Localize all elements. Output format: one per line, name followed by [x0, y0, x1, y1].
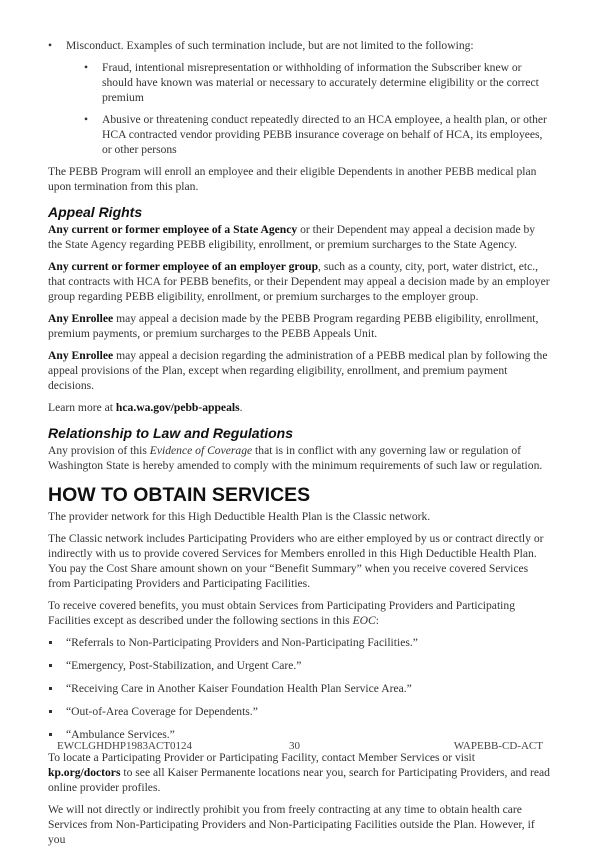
eoc-italic: Evidence of Coverage — [149, 444, 253, 457]
bold-lead: Any current or former employee of an employer group — [48, 260, 319, 273]
list-item: “Out-of-Area Coverage for Dependents.” — [48, 704, 550, 719]
termination-list — [48, 38, 550, 157]
paragraph-text: may appeal a decision made by the PEBB Program regarding PEBB eligibility, enrollment, premium payments, or premium surcharges to the PEBB Appeals Unit. — [48, 312, 539, 340]
learn-more-suffix: . — [239, 401, 243, 414]
network-paragraph: The provider network for this High Deductible Health Plan is the Classic network. — [48, 510, 431, 523]
sub-list-item: • Fraud, intentional misrepresentation or withholding of information the Subscriber knew or should have known was material or necessary to accurately determine eligibility or the correct premium — [84, 60, 550, 105]
paragraph-text: or their Dependent may appeal a decision made by the State Agency regarding PEBB eligibility, enrollment, or premium surcharges to the State Agency. — [48, 223, 536, 251]
sections-list — [48, 635, 550, 742]
appeals-link[interactable]: hca.wa.gov/pebb-appeals — [115, 401, 240, 414]
bold-lead: Any Enrollee — [48, 312, 114, 325]
paragraph-text: may appeal a decision regarding the administration of a PEBB medical plan by following the appeal provisions of the Plan, except when regarding eligibility, enrollment, and premium payment decisions. — [48, 349, 548, 392]
bold-lead: Any Enrollee — [48, 349, 114, 362]
paragraph-text: to see all Kaiser Permanente locations near you, search for Participating Providers, and read online provider profiles. — [48, 766, 550, 794]
document-code: EWCLGHDHP1983ACT0124 — [57, 740, 193, 752]
appeal-rights-heading: Appeal Rights — [48, 204, 143, 220]
obtain-services-heading: HOW TO OBTAIN SERVICES — [48, 484, 311, 506]
document-page — [48, 38, 550, 854]
paragraph-text: that is in conflict with any governing law or regulation of Washington State is hereby amended to comply with the minimum requirements of such law or regulation. — [48, 444, 543, 472]
appeal-paragraph — [48, 259, 550, 304]
eoc-italic: EOC — [352, 614, 376, 627]
sub-list — [66, 60, 550, 157]
paragraph-text: To locate a Participating Provider or Participating Facility, contact Member Services or visit — [48, 751, 475, 764]
list-item: “Referrals to Non-Participating Providers and Non-Participating Facilities.” — [48, 635, 550, 650]
page-number: 30 — [289, 740, 300, 752]
classic-network-paragraph: The Classic network includes Participating Providers who are either employed by us or contract directly or indirectly with us to provide covered Services for Members enrolled in this High Deductible Health Plan. You pay the Cost Share amount shown on your “Benefit Summary” when you receive covered Services from Participating Providers and Participating Facilities. — [48, 532, 544, 590]
paragraph-text: : — [375, 614, 380, 627]
doctors-link[interactable]: kp.org/doctors — [48, 766, 121, 779]
paragraph-text: Any provision of this — [48, 444, 150, 457]
list-item: “Receiving Care in Another Kaiser Foundation Health Plan Service Area.” — [48, 681, 550, 696]
learn-more-prefix: Learn more at — [48, 401, 116, 414]
appeal-paragraph — [48, 222, 550, 252]
list-item: “Ambulance Services.” — [48, 727, 550, 742]
list-item: “Emergency, Post-Stabilization, and Urgent Care.” — [48, 658, 550, 673]
appeal-paragraph — [48, 311, 550, 341]
contracting-paragraph: We will not directly or indirectly prohibit you from freely contracting at any time to obtain health care Services from Non-Participating Providers and Non-Participating Facilities outside the Plan. However, if you — [48, 803, 535, 846]
law-heading: Relationship to Law and Regulations — [48, 425, 294, 441]
law-paragraph — [48, 443, 550, 473]
bold-lead: Any current or former employee of a State Agency — [48, 223, 298, 236]
paragraph-text: To receive covered benefits, you must obtain Services from Participating Providers and Participating Facilities except as described under the following sections in this — [48, 599, 515, 627]
covered-benefits-paragraph — [48, 598, 550, 628]
reenroll-paragraph: The PEBB Program will enroll an employee and their eligible Dependents in another PEBB medical plan upon termination from this plan. — [48, 165, 537, 193]
form-code: WAPEBB-CD-ACT — [453, 740, 543, 752]
locate-provider-paragraph — [48, 750, 550, 795]
list-item — [48, 38, 550, 157]
sub-list-item: • Abusive or threatening conduct repeatedly directed to an HCA employee, a health plan, or other HCA contracted vendor providing PEBB insurance coverage on behalf of HCA, its employees, or other persons — [84, 112, 550, 157]
list-item-text: Misconduct. Examples of such termination include, but are not limited to the following: — [66, 39, 474, 52]
learn-more-paragraph — [48, 400, 550, 415]
appeal-paragraph — [48, 348, 550, 393]
paragraph-text: , such as a county, city, port, water district, etc., that contracts with HCA for PEBB benefits, or their Dependent may appeal a decision made by an employer group regarding PEBB eligibility, enrollment, or premium surcharges to the employer group. — [48, 260, 550, 303]
